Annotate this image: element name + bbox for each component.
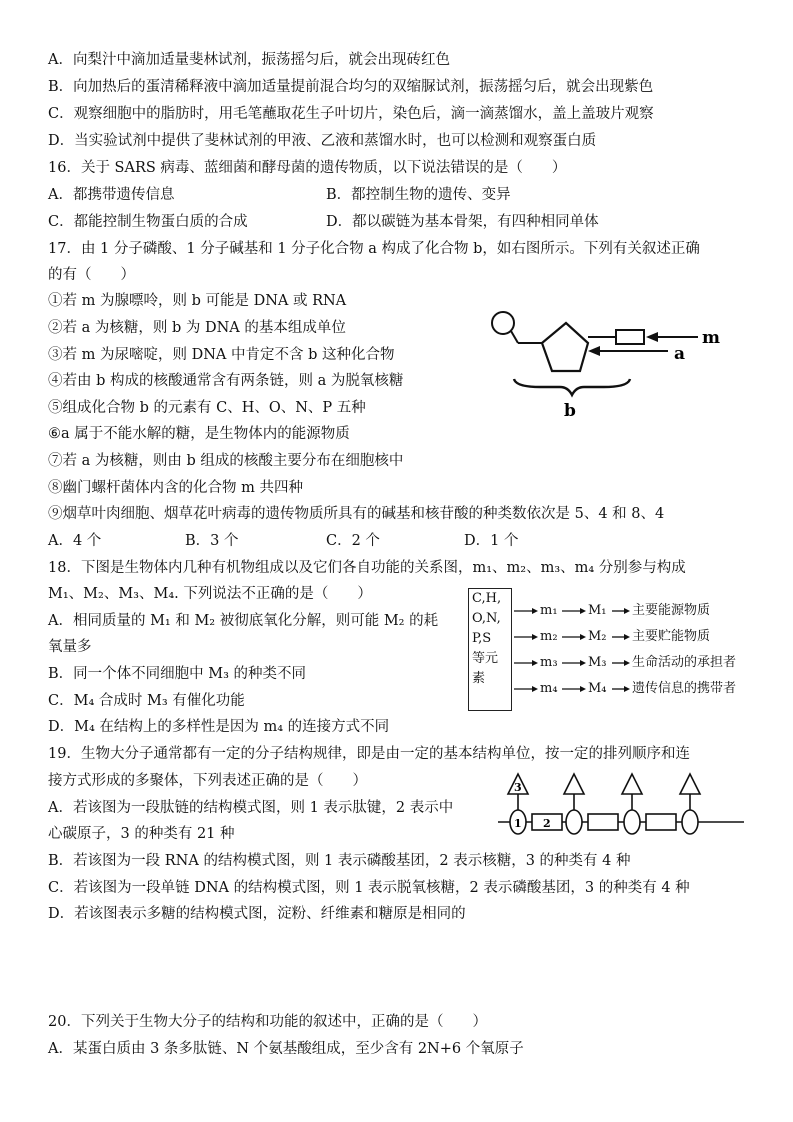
flow-M2: M₂ [588, 629, 607, 644]
q17-item-2: ②若 a 为核糖，则 b 为 DNA 的基本组成单位 [48, 320, 346, 336]
q19-option-c: C．若该图为一段单链 DNA 的结构模式图，则 1 表示脱氧核糖，2 表示磷酸基团，3 的种类有 4 种 [48, 880, 690, 896]
flow-func3: 生命活动的承担者 [632, 655, 737, 670]
q15-option-a: A．向梨汁中滴加适量斐林试剂，振荡摇匀后，就会出现砖红色 [48, 52, 450, 68]
base-rect [616, 330, 644, 344]
q18-option-a-line1: A．相同质量的 M₁ 和 M₂ 被彻底氧化分解，则可能 M₂ 的耗 [48, 613, 439, 629]
q17-item-5: ⑤组成化合物 b 的元素有 C、H、O、N、P 五种 [48, 400, 366, 416]
label-b: b [564, 401, 576, 421]
brace-b [514, 379, 630, 395]
flow-func2: 主要贮能物质 [632, 629, 711, 644]
q17-item-6: ⑥a 属于不能水解的糖，是生物体内的能源物质 [48, 426, 350, 442]
q16-option-c: C．都能控制生物蛋白质的合成 [48, 214, 248, 230]
q19-stem-line2: 接方式形成的多聚体，下列表述正确的是（ ） [48, 773, 367, 789]
flow-m3: m₃ [540, 655, 558, 670]
q17-item-3: ③若 m 为尿嘧啶，则 DNA 中肯定不含 b 这种化合物 [48, 347, 395, 363]
q17-option-c: C．2 个 [326, 533, 380, 549]
q17-item-8: ⑧幽门螺杆菌体内含的化合物 m 共四种 [48, 480, 303, 496]
q17-item-1: ①若 m 为腺嘌呤，则 b 可能是 DNA 或 RNA [48, 293, 347, 309]
q17-stem-line2: 的有（ ） [48, 267, 135, 283]
q19-option-a-line1: A．若该图为一段肽链的结构模式图，则 1 表示肽键，2 表示中 [48, 800, 454, 816]
flow-func1: 主要能源物质 [632, 603, 711, 618]
flow-M3: M₃ [588, 655, 607, 670]
flow-m4: m₄ [540, 681, 558, 696]
q16-option-b: B．都控制生物的遗传、变异 [326, 187, 511, 203]
flow-m2: m₂ [540, 629, 558, 644]
q16-stem: 16．关于 SARS 病毒、蓝细菌和酵母菌的遗传物质，以下说法错误的是（ ） [48, 160, 567, 176]
polymer-label-2: 2 [543, 817, 551, 830]
polymer-label-1: 1 [514, 817, 522, 830]
flow-m1: m₁ [540, 603, 558, 618]
arrow-m-head [646, 332, 658, 342]
q18-option-d: D．M₄ 在结构上的多样性是因为 m₄ 的连接方式不同 [48, 719, 390, 735]
q17-item-4: ④若由 b 构成的核酸通常含有两条链，则 a 为脱氧核糖 [48, 373, 404, 389]
q18-option-b: B．同一个体不同细胞中 M₃ 的种类不同 [48, 666, 307, 682]
q19-stem-line1: 19．生物大分子通常都有一定的分子结构规律，即是由一定的基本结构单位，按一定的排列顺序和连 [48, 746, 690, 762]
q15-option-d: D．当实验试剂中提供了斐林试剂的甲液、乙液和蒸馏水时，也可以检测和观察蛋白质 [48, 133, 597, 149]
label-m: m [702, 328, 720, 348]
label-a: a [674, 344, 686, 364]
q17-option-d: D．1 个 [464, 533, 519, 549]
q17-option-b: B．3 个 [185, 533, 239, 549]
q15-option-c: C．观察细胞中的脂肪时，用毛笔蘸取花生子叶切片，染色后，滴一滴蒸馏水，盖上盖玻片观察 [48, 106, 654, 122]
q18-option-a-line2: 氧量多 [48, 639, 92, 655]
q19-option-b: B．若该图为一段 RNA 的结构模式图，则 1 表示磷酸基团，2 表示核糖，3 的种类有 4 种 [48, 853, 631, 869]
q19-option-a-line2: 心碳原子，3 的种类有 21 种 [48, 826, 235, 842]
polymer-diagram [498, 772, 748, 842]
q19-option-d: D．若该图表示多糖的结构模式图，淀粉、纤维素和糖原是相同的 [48, 906, 466, 922]
q17-item-7: ⑦若 a 为核糖，则由 b 组成的核酸主要分布在细胞核中 [48, 453, 404, 469]
phosphate-bond [511, 331, 518, 343]
elements-box: C,H, O,N, P,S 等元 素 [468, 588, 512, 711]
flow-func4: 遗传信息的携带者 [632, 681, 737, 696]
q17-stem-line1: 17．由 1 分子磷酸、1 分子碱基和 1 分子化合物 a 构成了化合物 b，如右图所示。下列有关叙述正确 [48, 241, 700, 257]
q18-stem-line2: M₁、M₂、M₃、M₄. 下列说法不正确的是（ ） [48, 586, 372, 602]
q16-option-d: D．都以碳链为基本骨架，有四种相同单体 [326, 214, 599, 230]
q18-option-c: C．M₄ 合成时 M₃ 有催化功能 [48, 693, 245, 709]
q17-item-9: ⑨烟草叶肉细胞、烟草花叶病毒的遗传物质所具有的碱基和核苷酸的种类数依次是 5、4 和 8、4 [48, 506, 665, 522]
arrow-a-head [588, 346, 600, 356]
q18-stem-line1: 18．下图是生物体内几种有机物组成以及它们各自功能的关系图，m₁、m₂、m₃、m₄ 分别参与构成 [48, 560, 686, 576]
q20-option-a: A．某蛋白质由 3 条多肽链、N 个氨基酸组成，至少含有 2N+6 个氧原子 [48, 1041, 524, 1057]
q17-option-a: A．4 个 [48, 533, 102, 549]
flow-M4: M₄ [588, 681, 607, 696]
phosphate-circle [492, 312, 514, 334]
flow-M1: M₁ [588, 603, 607, 618]
q16-option-a: A．都携带遗传信息 [48, 187, 175, 203]
polymer-label-3: 3 [514, 781, 522, 794]
q15-option-b: B．向加热后的蛋清稀释液中滴加适量提前混合均匀的双缩脲试剂，振荡摇匀后，就会出现紫色 [48, 79, 654, 95]
q20-stem: 20．下列关于生物大分子的结构和功能的叙述中，正确的是（ ） [48, 1014, 487, 1030]
nucleotide-diagram [480, 305, 740, 435]
pentose-shape [542, 323, 588, 371]
